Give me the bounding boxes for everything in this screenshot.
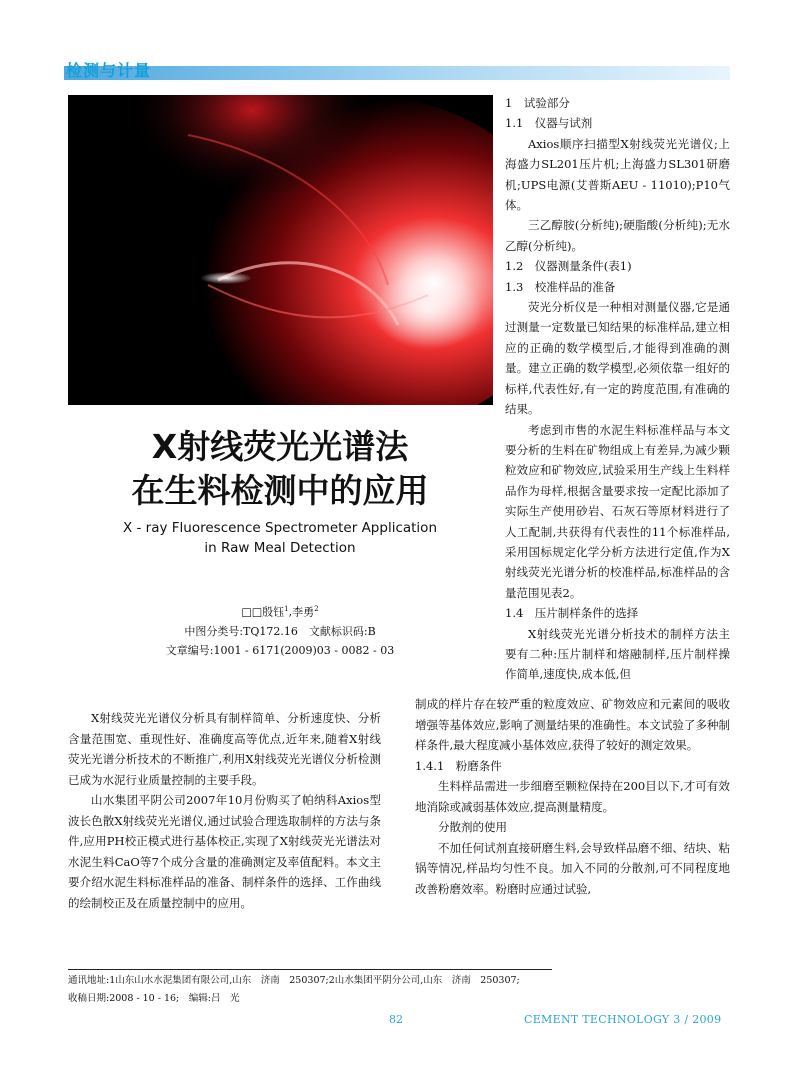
journal-name: CEMENT TECHNOLOGY 3 / 2009 <box>524 1013 722 1026</box>
article-title-cn <box>70 425 490 513</box>
section-heading: 1 试验部分 <box>505 96 570 110</box>
hero-image <box>68 95 493 405</box>
author-1-affil: 1 <box>284 605 289 613</box>
body-paragraph: 三乙醇胺(分析纯);硬脂酸(分析纯);无水乙醇(分析纯)。 <box>505 218 730 253</box>
body-paragraph: 制成的样片存在较严重的粒度效应、矿物效应和元素间的吸收增强等基体效应,影响了测量结果的准确性。本文试验了多种制样条件,最大程度减小基体效应,获得了较好的测定效果。 <box>415 697 730 752</box>
header-bar <box>64 66 730 80</box>
article-title-en <box>70 518 490 558</box>
right-column <box>505 93 730 685</box>
body-paragraph: 考虑到市售的水泥生料标准样品与本文要分析的生料在矿物组成上有差异,为减少颗粒效应和矿物效应,试验采用生产线上生料样品作为母样,根据含量要求按一定配比添加了实际生产使用砂岩、石灰石等原材料进行了人工配制,共获得有代表性的11个标准样品,采用国标规定化学分析方法进行定值,作为X射线荧光光谱分析的校准样品,标准样品的含量范围见表2。 <box>505 422 730 600</box>
author-2: ,李勇 <box>288 605 315 619</box>
body-paragraph: X射线荧光光谱分析技术的制样方法主要有二种:压片制样和熔融制样,压片制样操作简单,速度快,成本低,但 <box>505 626 730 682</box>
page-number: 82 <box>389 1013 403 1026</box>
left-column <box>68 708 381 913</box>
right-column-continued <box>415 694 730 899</box>
title-en-line1: X - ray Fluorescence Spectrometer Application <box>122 520 438 536</box>
footnote-received: 收稿日期:2008 - 10 - 16; 编辑:吕 光 <box>68 993 240 1004</box>
footnote-rule <box>68 969 552 970</box>
body-paragraph: 荧光分析仪是一种相对测量仪器,它是通过测量一定数量已知结果的标准样品,建立相应的正确的数学模型后,才能得到准确的测量。建立正确的数学模型,必须依靠一组好的标样,代表性好,有一定的跨度范围,有准确的结果。 <box>505 300 730 417</box>
red-light-swirl-image <box>68 95 493 405</box>
section-heading: 1.2 仪器测量条件(表1) <box>505 259 632 274</box>
section-heading: 1.3 校准样品的准备 <box>505 279 616 294</box>
authors <box>100 600 460 622</box>
intro-paragraph-1: X射线荧光光谱仪分析具有制样简单、分析速度快、分析含量范围宽、重现性好、准确度高等优点,近年来,随着X射线荧光光谱分析技术的不断推广,利用X射线荧光光谱仪分析检测已成为水泥行业质量控制的主要手段。 <box>68 711 381 787</box>
title-cn-line1: X射线荧光光谱法 <box>151 427 409 466</box>
subheading: 分散剂的使用 <box>438 820 507 834</box>
footnotes <box>68 972 728 1008</box>
article-number: 文章编号:1001 - 6171(2009)03 - 0082 - 03 <box>165 643 395 657</box>
author-2-affil: 2 <box>314 605 319 613</box>
body-paragraph: 生料样品需进一步细磨至颗粒保持在200目以下,才可有效地消除或减弱基体效应,提高测量精度。 <box>415 779 730 814</box>
section-title: 检测与计量 <box>66 61 152 80</box>
section-heading: 1.1 仪器与试剂 <box>505 116 593 131</box>
classification: 中图分类号:TQ172.16 文献标识码:B <box>184 624 376 638</box>
title-en-line2: in Raw Meal Detection <box>204 540 356 556</box>
article-meta <box>100 600 460 660</box>
author-1: □□殷钰 <box>241 605 285 619</box>
title-cn-line2: 在生料检测中的应用 <box>131 471 429 510</box>
footnote-address: 通讯地址:1山东山水水泥集团有限公司,山东 济南 250307;2山水集团平阴分公司,山东 济南 250307; <box>68 975 520 986</box>
section-heading: 1.4 压片制样条件的选择 <box>505 606 639 621</box>
intro-paragraph-2: 山水集团平阴公司2007年10月份购买了帕纳科Axios型波长色散X射线荧光光谱仪,通过试验合理选取制样的方法与条件,应用PH校正模式进行基体校正,实现了X射线荧光光谱法对水泥生料CaO等7个成分含量的准确测定及率值配料。本文主要介绍水泥生料标准样品的准备、制样条件的选择、工作曲线的绘制校正及在质量控制中的应用。 <box>68 793 381 910</box>
section-heading: 1.4.1 粉磨条件 <box>415 758 502 773</box>
body-paragraph: 不加任何试剂直接研磨生料,会导致样品磨不细、结块、粘锅等情况,样品均匀性不良。加入不同的分散剂,可不同程度地改善粉磨效率。粉磨时应通过试验, <box>415 840 730 896</box>
body-paragraph: Axios顺序扫描型X射线荧光光谱仪;上海盛力SL201压片机;上海盛力SL301研磨机;UPS电源(艾普斯AEU - 11010);P10气体。 <box>505 136 730 213</box>
